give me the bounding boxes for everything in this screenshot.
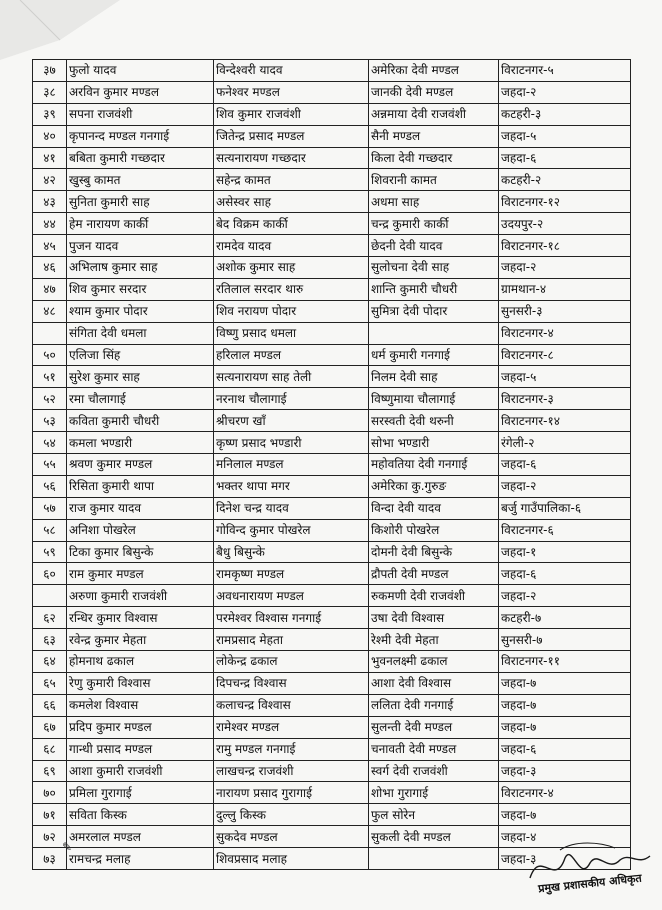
serial-number-cell: ४०: [33, 125, 67, 147]
address-cell: जहदा-७: [499, 716, 631, 738]
mother-name-cell: अमेरिका देवी मण्डल: [369, 60, 499, 82]
father-name-cell: भक्तर थापा मगर: [214, 475, 369, 497]
table-row: [33, 322, 631, 344]
father-name-cell: सुकदेव मण्डल: [214, 826, 369, 848]
serial-number-cell: [33, 322, 67, 344]
table-row: [33, 475, 631, 497]
father-name-cell: रामदेव यादव: [214, 235, 369, 257]
father-name-cell: श्रीचरण खाँ: [214, 410, 369, 432]
address-cell: जहदा-४: [499, 826, 631, 848]
candidate-name-cell: श्याम कुमार पोदार: [67, 300, 214, 322]
table-row: [33, 125, 631, 147]
serial-number-cell: ३९: [33, 103, 67, 125]
father-name-cell: दिपचन्द्र विश्वास: [214, 672, 369, 694]
mother-name-cell: [369, 322, 499, 344]
father-name-cell: नरनाथ चौलागाई: [214, 388, 369, 410]
address-cell: जहदा-५: [499, 366, 631, 388]
address-cell: विराटनगर-४: [499, 322, 631, 344]
candidate-name-cell: अनिशा पोखरेल: [67, 519, 214, 541]
mother-name-cell: निलम देवी साह: [369, 366, 499, 388]
address-cell: जहदा-६: [499, 738, 631, 760]
address-cell: विराटनगर-११: [499, 651, 631, 673]
mother-name-cell: फुल सोरेन: [369, 804, 499, 826]
candidate-name-cell: रेणु कुमारी विश्वास: [67, 672, 214, 694]
father-name-cell: रामप्रसाद मेहता: [214, 629, 369, 651]
table-row: [33, 235, 631, 257]
address-cell: विराटनगर-६: [499, 519, 631, 541]
candidate-table: [32, 59, 631, 870]
father-name-cell: शिव नरायण पोदार: [214, 300, 369, 322]
mother-name-cell: शान्ति कुमारी चौधरी: [369, 278, 499, 300]
mother-name-cell: धर्म कुमारी गनगाई: [369, 344, 499, 366]
father-name-cell: कलाचन्द्र विश्वास: [214, 694, 369, 716]
address-cell: कटहरी-२: [499, 169, 631, 191]
father-name-cell: दिनेश चन्द्र यादव: [214, 497, 369, 519]
father-name-cell: बैधु बिसुन्के: [214, 541, 369, 563]
candidate-name-cell: रामचन्द्र मलाह: [67, 848, 214, 870]
father-name-cell: रामु मण्डल गनगाई: [214, 738, 369, 760]
table-row: [33, 81, 631, 103]
mother-name-cell: शोभा गुरागाई: [369, 782, 499, 804]
address-cell: विराटनगर-१८: [499, 235, 631, 257]
mother-name-cell: सैनी मण्डल: [369, 125, 499, 147]
address-cell: ग्रामथान-४: [499, 278, 631, 300]
table-row: [33, 388, 631, 410]
candidate-name-cell: प्रमिला गुरागाई: [67, 782, 214, 804]
mother-name-cell: विन्दा देवी यादव: [369, 497, 499, 519]
candidate-name-cell: रन्धिर कुमार विश्वास: [67, 607, 214, 629]
mother-name-cell: आशा देवी विश्वास: [369, 672, 499, 694]
mother-name-cell: अन्नमाया देवी राजवंशी: [369, 103, 499, 125]
serial-number-cell: ६७: [33, 716, 67, 738]
candidate-name-cell: प्रदिप कुमार मण्डल: [67, 716, 214, 738]
serial-number-cell: ४४: [33, 213, 67, 235]
serial-number-cell: ६०: [33, 563, 67, 585]
table-row: [33, 410, 631, 432]
address-cell: जहदा-२: [499, 257, 631, 279]
serial-number-cell: ७१: [33, 804, 67, 826]
mother-name-cell: अमेरिका कु.गुरुङ: [369, 475, 499, 497]
table-row: [33, 60, 631, 82]
table-row: [33, 716, 631, 738]
serial-number-cell: ४६: [33, 257, 67, 279]
candidate-name-cell: होमनाथ ढकाल: [67, 651, 214, 673]
table-row: [33, 366, 631, 388]
address-cell: जहदा-७: [499, 672, 631, 694]
table-row: [33, 629, 631, 651]
father-name-cell: शिवप्रसाद मलाह: [214, 848, 369, 870]
serial-number-cell: ३७: [33, 60, 67, 82]
father-name-cell: गोविन्द कुमार पोखरेल: [214, 519, 369, 541]
candidate-name-cell: अमरलाल मण्डल: [67, 826, 214, 848]
address-cell: जहदा-६: [499, 147, 631, 169]
mother-name-cell: चनावती देवी मण्डल: [369, 738, 499, 760]
candidate-name-cell: राम कुमार मण्डल: [67, 563, 214, 585]
candidate-name-cell: कृपानन्द मण्डल गनगाई: [67, 125, 214, 147]
candidate-name-cell: रिसिता कुमारी थापा: [67, 475, 214, 497]
table-row: [33, 257, 631, 279]
mother-name-cell: किशोरी पोखरेल: [369, 519, 499, 541]
father-name-cell: रामकृष्ण मण्डल: [214, 563, 369, 585]
address-cell: विराटनगर-१२: [499, 191, 631, 213]
candidate-name-cell: बबिता कुमारी गच्छदार: [67, 147, 214, 169]
father-name-cell: परमेश्वर विश्वास गनगाई: [214, 607, 369, 629]
father-name-cell: विन्देश्वरी यादव: [214, 60, 369, 82]
address-cell: कटहरी-३: [499, 103, 631, 125]
table-row: [33, 563, 631, 585]
serial-number-cell: ४१: [33, 147, 67, 169]
address-cell: जहदा-६: [499, 563, 631, 585]
candidate-name-cell: अभिलाष कुमार साह: [67, 257, 214, 279]
father-name-cell: जितेन्द्र प्रसाद मण्डल: [214, 125, 369, 147]
mother-name-cell: महोवतिया देवी गनगाई: [369, 454, 499, 476]
address-cell: कटहरी-७: [499, 607, 631, 629]
mother-name-cell: चन्द्र कुमारी कार्की: [369, 213, 499, 235]
table-row: [33, 169, 631, 191]
candidate-name-cell: रमा चौलागाई: [67, 388, 214, 410]
candidate-name-cell: सविता किस्क: [67, 804, 214, 826]
address-cell: जहदा-५: [499, 125, 631, 147]
serial-number-cell: ५०: [33, 344, 67, 366]
serial-number-cell: ५१: [33, 366, 67, 388]
table-row: [33, 344, 631, 366]
table-row: [33, 147, 631, 169]
candidate-name-cell: अरविन कुमार मण्डल: [67, 81, 214, 103]
father-name-cell: दुल्लु किस्क: [214, 804, 369, 826]
address-cell: उदयपुर-२: [499, 213, 631, 235]
mother-name-cell: अधमा साह: [369, 191, 499, 213]
serial-number-cell: ६३: [33, 629, 67, 651]
mother-name-cell: किला देवी गच्छदार: [369, 147, 499, 169]
table-row: [33, 432, 631, 454]
father-name-cell: लाखचन्द्र राजवंशी: [214, 760, 369, 782]
table-row: [33, 213, 631, 235]
table-row: [33, 782, 631, 804]
mother-name-cell: [369, 848, 499, 870]
serial-number-cell: ४३: [33, 191, 67, 213]
table-row: [33, 694, 631, 716]
candidate-name-cell: फुलो यादव: [67, 60, 214, 82]
candidate-name-cell: सुनिता कुमारी साह: [67, 191, 214, 213]
mother-name-cell: सोभा भण्डारी: [369, 432, 499, 454]
mother-name-cell: शिवरानी कामत: [369, 169, 499, 191]
father-name-cell: मनिलाल मण्डल: [214, 454, 369, 476]
candidate-name-cell: खुस्बु कामत: [67, 169, 214, 191]
father-name-cell: अशोक कुमार साह: [214, 257, 369, 279]
serial-number-cell: ५७: [33, 497, 67, 519]
address-cell: रंगेली-२: [499, 432, 631, 454]
father-name-cell: कृष्ण प्रसाद भण्डारी: [214, 432, 369, 454]
mother-name-cell: छेदनी देवी यादव: [369, 235, 499, 257]
mother-name-cell: दोमनी देवी बिसुन्के: [369, 541, 499, 563]
address-cell: जहदा-३: [499, 760, 631, 782]
table-row: [33, 804, 631, 826]
candidate-name-cell: पुजन यादव: [67, 235, 214, 257]
serial-number-cell: ५८: [33, 519, 67, 541]
table-row: [33, 585, 631, 607]
father-name-cell: अवधनारायण मण्डल: [214, 585, 369, 607]
table-row: [33, 497, 631, 519]
signature-block: [520, 838, 660, 908]
table-row: [33, 191, 631, 213]
candidate-name-cell: संगिता देवी धमला: [67, 322, 214, 344]
candidate-name-cell: अरुणा कुमारी राजवंशी: [67, 585, 214, 607]
serial-number-cell: ६८: [33, 738, 67, 760]
candidate-name-cell: आशा कुमारी राजवंशी: [67, 760, 214, 782]
address-cell: जहदा-२: [499, 475, 631, 497]
serial-number-cell: [33, 585, 67, 607]
address-cell: जहदा-३: [499, 848, 631, 870]
candidate-name-cell: सपना राजवंशी: [67, 103, 214, 125]
serial-number-cell: ५२: [33, 388, 67, 410]
table-row: [33, 103, 631, 125]
address-cell: जहदा-७: [499, 694, 631, 716]
serial-number-cell: ५६: [33, 475, 67, 497]
father-name-cell: शिव कुमार राजवंशी: [214, 103, 369, 125]
father-name-cell: विष्णु प्रसाद धमला: [214, 322, 369, 344]
table-row: [33, 607, 631, 629]
serial-number-cell: ६६: [33, 694, 67, 716]
serial-number-cell: ६४: [33, 651, 67, 673]
mother-name-cell: रुकमणी देवी राजवंशी: [369, 585, 499, 607]
father-name-cell: रामेश्वर मण्डल: [214, 716, 369, 738]
table-row: [33, 278, 631, 300]
candidate-name-cell: सुरेश कुमार साह: [67, 366, 214, 388]
candidate-name-cell: टिका कुमार बिसुन्के: [67, 541, 214, 563]
address-cell: विराटनगर-१४: [499, 410, 631, 432]
candidate-name-cell: कमला भण्डारी: [67, 432, 214, 454]
candidate-name-cell: हेम नारायण कार्की: [67, 213, 214, 235]
table-row: [33, 454, 631, 476]
serial-number-cell: ६२: [33, 607, 67, 629]
table-row: [33, 541, 631, 563]
address-cell: जहदा-७: [499, 804, 631, 826]
address-cell: विराटनगर-५: [499, 60, 631, 82]
address-cell: सुनसरी-३: [499, 300, 631, 322]
candidate-table-body: [33, 60, 631, 870]
father-name-cell: लोकेन्द्र ढकाल: [214, 651, 369, 673]
address-cell: बर्जु गाउँपालिका-६: [499, 497, 631, 519]
serial-number-cell: ५५: [33, 454, 67, 476]
father-name-cell: सत्यनारायण गच्छदार: [214, 147, 369, 169]
serial-number-cell: ४८: [33, 300, 67, 322]
father-name-cell: हरिलाल मण्डल: [214, 344, 369, 366]
serial-number-cell: ६५: [33, 672, 67, 694]
mother-name-cell: सुलन्ती देवी मण्डल: [369, 716, 499, 738]
mother-name-cell: सरस्वती देवी थरुनी: [369, 410, 499, 432]
serial-number-cell: ४५: [33, 235, 67, 257]
mother-name-cell: सुकली देवी मण्डल: [369, 826, 499, 848]
serial-number-cell: ३८: [33, 81, 67, 103]
mother-name-cell: द्रौपती देवी मण्डल: [369, 563, 499, 585]
table-row: [33, 519, 631, 541]
signature-title: प्रमुख प्रशासकीय अधिकृत: [537, 871, 643, 896]
table-row: [33, 760, 631, 782]
table-row: [33, 651, 631, 673]
serial-number-cell: ५९: [33, 541, 67, 563]
table-row: [33, 300, 631, 322]
mother-name-cell: उषा देवी विश्वास: [369, 607, 499, 629]
address-cell: सुनसरी-७: [499, 629, 631, 651]
candidate-name-cell: एलिजा सिंह: [67, 344, 214, 366]
candidate-name-cell: कमलेश विश्वास: [67, 694, 214, 716]
mother-name-cell: सुलोचना देवी साह: [369, 257, 499, 279]
serial-number-cell: ७२: [33, 826, 67, 848]
serial-number-cell: ५३: [33, 410, 67, 432]
candidate-name-cell: शिव कुमार सरदार: [67, 278, 214, 300]
mother-name-cell: जानकी देवी मण्डल: [369, 81, 499, 103]
father-name-cell: सहेन्द्र कामत: [214, 169, 369, 191]
candidate-name-cell: रवेन्द्र कुमार मेहता: [67, 629, 214, 651]
address-cell: जहदा-२: [499, 81, 631, 103]
mother-name-cell: स्वर्ग देवी राजवंशी: [369, 760, 499, 782]
father-name-cell: बेद विक्रम कार्की: [214, 213, 369, 235]
father-name-cell: सत्यनारायण साह तेली: [214, 366, 369, 388]
address-cell: विराटनगर-३: [499, 388, 631, 410]
table-row: [33, 672, 631, 694]
candidate-name-cell: राज कुमार यादव: [67, 497, 214, 519]
father-name-cell: नारायण प्रसाद गुरागाई: [214, 782, 369, 804]
address-cell: जहदा-२: [499, 585, 631, 607]
father-name-cell: रतिलाल सरदार थारु: [214, 278, 369, 300]
mother-name-cell: भुवनलक्ष्मी ढकाल: [369, 651, 499, 673]
address-cell: विराटनगर-८: [499, 344, 631, 366]
mother-name-cell: ललिता देवी गनगाई: [369, 694, 499, 716]
father-name-cell: फनेश्वर मण्डल: [214, 81, 369, 103]
serial-number-cell: ४७: [33, 278, 67, 300]
table-row: [33, 738, 631, 760]
candidate-name-cell: कविता कुमारी चौधरी: [67, 410, 214, 432]
mother-name-cell: रेश्मी देवी मेहता: [369, 629, 499, 651]
margin-mark: ✎: [62, 840, 73, 854]
serial-number-cell: ७०: [33, 782, 67, 804]
candidate-name-cell: गान्धी प्रसाद मण्डल: [67, 738, 214, 760]
mother-name-cell: सुमित्रा देवी पोदार: [369, 300, 499, 322]
candidate-name-cell: श्रवण कुमार मण्डल: [67, 454, 214, 476]
address-cell: विराटनगर-४: [499, 782, 631, 804]
serial-number-cell: ७३: [33, 848, 67, 870]
serial-number-cell: ६९: [33, 760, 67, 782]
address-cell: जहदा-१: [499, 541, 631, 563]
serial-number-cell: ४२: [33, 169, 67, 191]
serial-number-cell: ५४: [33, 432, 67, 454]
address-cell: जहदा-६: [499, 454, 631, 476]
mother-name-cell: विष्णुमाया चौलागाई: [369, 388, 499, 410]
father-name-cell: असेस्वर साह: [214, 191, 369, 213]
